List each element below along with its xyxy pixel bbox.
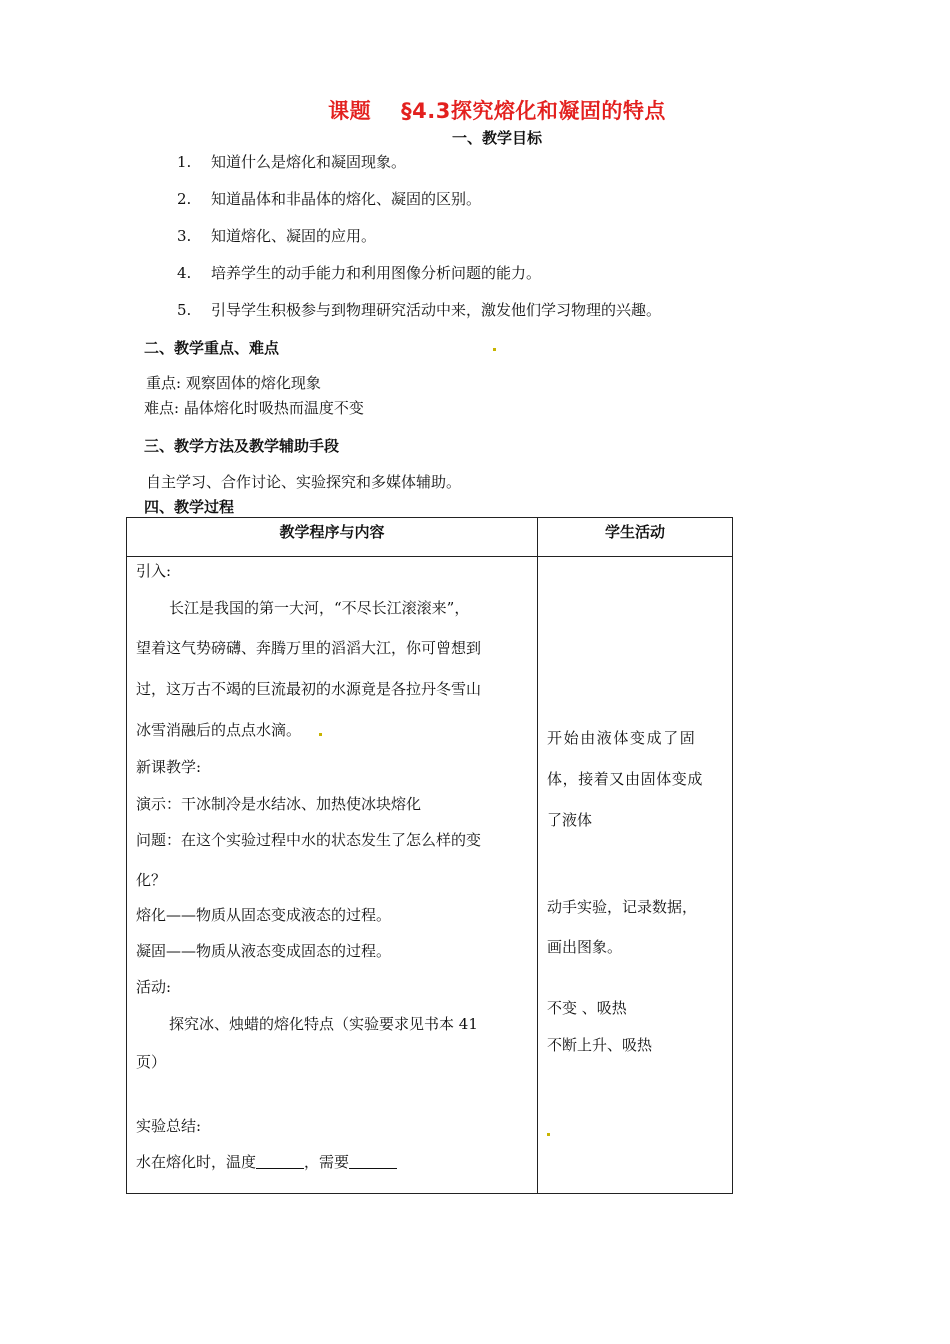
demo-text: 演示：干冰制冷是水结冰、加热使冰块熔化 [136,795,422,813]
intro-line: 冰雪消融后的点点水滴。 [136,721,302,739]
goal-item: 4. 培养学生的动手能力和利用图像分析问题的能力。 [177,264,542,282]
goal-item: 3. 知道熔化、凝固的应用。 [177,227,377,245]
method-heading: 三、教学方法及教学辅助手段 [144,437,340,455]
intro-line: 长江是我国的第一大河，“不尽长江滚滚来”， [169,599,470,617]
melting-definition: 熔化——物质从固态变成液态的过程。 [136,906,392,924]
page-title [0,95,950,125]
title-prefix: 课题 [328,99,372,123]
intro-line: 望着这气势磅礴、奔腾万里的滔滔大江，你可曾想到 [136,639,482,657]
table-cell-content [127,557,538,1194]
question-line: 化？ [136,871,167,889]
activity-answer-line: 了液体 [547,811,593,829]
solidifying-definition: 凝固——物质从液态变成固态的过程。 [136,942,392,960]
table-header-right: 学生活动 [538,518,733,557]
activity-result-line: 不变 、吸热 [547,999,627,1017]
table-cell-activity [538,557,733,1194]
goals-heading: 一、教学目标 [451,129,542,147]
activity-result-line: 不断上升、吸热 [547,1036,653,1054]
intro-label: 引入: [136,562,172,580]
process-heading: 四、教学过程 [144,498,235,516]
question-line: 问题：在这个实验过程中水的状态发生了怎么样的变 [136,831,482,849]
activity-answer-line: 体，接着又由固体变成 [547,770,704,788]
goal-item: 1. 知道什么是熔化和凝固现象。 [177,153,407,171]
answer-blank[interactable] [256,1154,304,1169]
title-text: §4.3探究熔化和凝固的特点 [401,99,666,123]
activity-task-line: 画出图象。 [547,938,623,956]
speck-mark [493,348,496,351]
focus-heading: 二、教学重点、难点 [144,339,280,357]
speck-mark [319,733,322,736]
activity-label: 活动: [136,978,172,996]
new-lesson-label: 新课教学: [136,758,202,776]
focus-difficult: 难点: 晶体熔化时吸热而温度不变 [144,399,364,417]
intro-line: 过，这万古不竭的巨流最初的水源竟是各拉丹冬雪山 [136,680,482,698]
speck-mark [547,1133,550,1136]
goal-item: 5. 引导学生积极参与到物理研究活动中来，激发他们学习物理的兴趣。 [177,301,662,319]
summary-sentence: 水在熔化时，温度 ，需要 [136,1151,397,1172]
goal-item: 2. 知道晶体和非晶体的熔化、凝固的区别。 [177,190,482,208]
activity-answer-line: 开始由液体变成了固 [547,729,697,747]
process-table [126,517,733,1194]
activity-line: 探究冰、烛蜡的熔化特点（实验要求见书本 41 [169,1015,478,1033]
focus-key: 重点: 观察固体的熔化现象 [146,374,321,392]
table-header-left: 教学程序与内容 [127,518,538,557]
activity-line: 页） [136,1053,167,1071]
activity-task-line: 动手实验，记录数据， [547,898,698,916]
summary-label: 实验总结: [136,1117,202,1135]
answer-blank[interactable] [349,1154,397,1169]
method-text: 自主学习、合作讨论、实验探究和多媒体辅助。 [146,473,462,491]
